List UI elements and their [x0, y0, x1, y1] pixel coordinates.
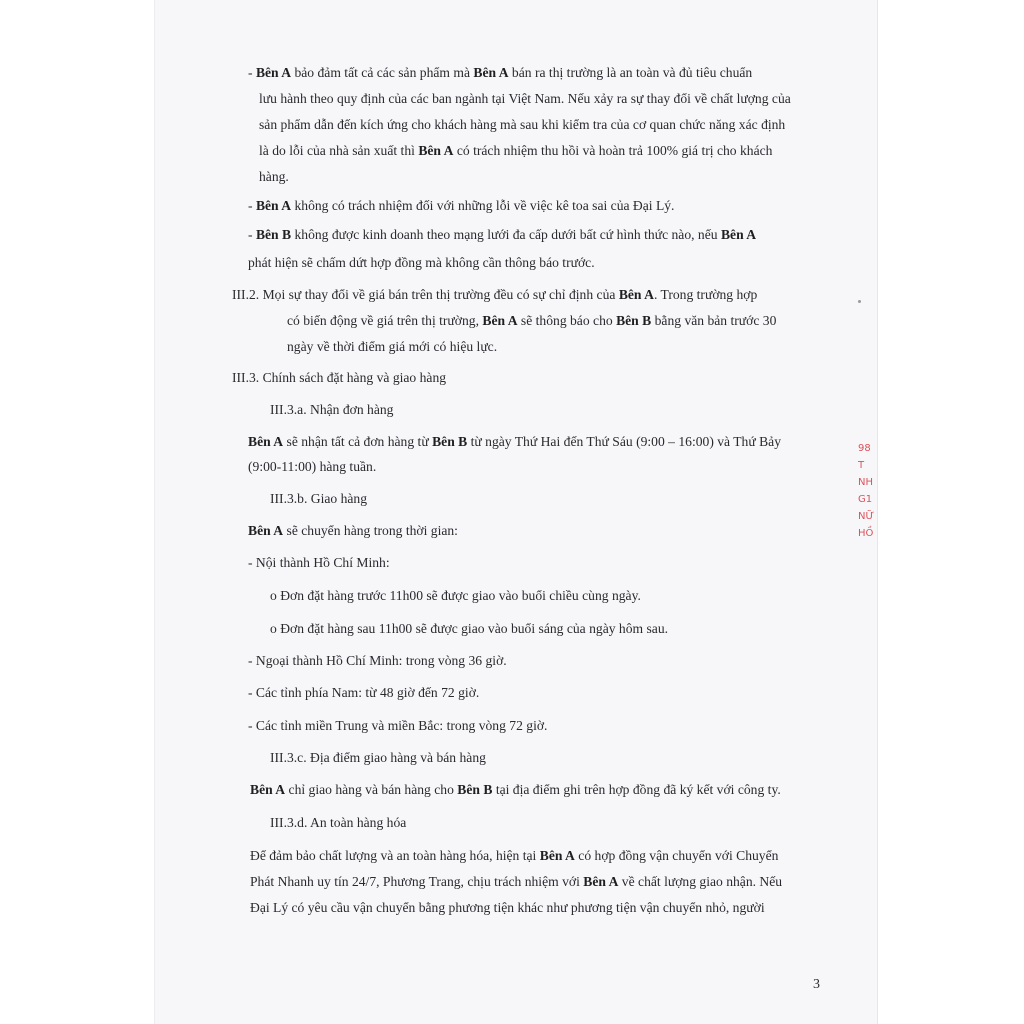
party-name: Bên A [255, 65, 292, 80]
text-run: III.3.a. Nhận đơn hàng [270, 402, 394, 417]
text-run: III.2. Mọi sự thay đổi về giá bán trên thị trường đều có sự chỉ định của [232, 287, 619, 302]
text-run: Đại Lý có yêu cầu vận chuyển bằng phương tiện khác như phương tiện vận chuyển nhỏ, người [250, 900, 765, 915]
text-line [270, 397, 393, 423]
text-run: (9:00-11:00) hàng tuần. [248, 459, 377, 474]
text-run: - Các tỉnh miền Trung và miền Bắc: trong vòng 72 giờ. [248, 718, 548, 733]
text-run: có trách nhiệm thu hồi và hoàn trả 100% giá trị cho khách [453, 143, 773, 158]
stamp-text: T [858, 460, 865, 471]
text-line [248, 250, 595, 276]
party-name: Bên B [255, 227, 292, 242]
text-line [259, 112, 785, 138]
text-line [250, 895, 765, 921]
text-line [248, 518, 458, 544]
party-name: Bên B [432, 434, 468, 449]
text-line [248, 680, 479, 706]
party-name: Bên A [583, 874, 619, 889]
text-run: là do lỗi của nhà sản xuất thì [259, 143, 419, 158]
text-run: phát hiện sẽ chấm dứt hợp đồng mà không cần thông báo trước. [248, 255, 595, 270]
text-run: sẽ thông báo cho [517, 313, 617, 328]
red-stamp-fragment [858, 440, 884, 570]
stamp-text: NH [858, 477, 873, 488]
text-line [270, 616, 668, 642]
text-line [232, 365, 446, 391]
party-name: Bên B [457, 782, 493, 797]
stamp-text: NỮ [858, 511, 875, 522]
stamp-text: 98 [858, 443, 871, 454]
text-line [248, 193, 674, 219]
text-line [270, 810, 406, 836]
text-run: III.3.c. Địa điểm giao hàng và bán hàng [270, 750, 486, 765]
party-name: Bên A [618, 287, 654, 302]
text-line [270, 583, 641, 609]
party-name: Bên A [720, 227, 757, 242]
text-run: III.3.d. An toàn hàng hóa [270, 815, 407, 830]
text-line [248, 60, 752, 86]
text-line [248, 713, 547, 739]
stamp-text: HỒ [858, 528, 874, 539]
text-line [248, 648, 507, 674]
text-run: bán ra thị trường là an toàn và đủ tiêu chuẩn [508, 65, 753, 80]
text-run: bằng văn bản trước 30 [651, 313, 777, 328]
text-run: có biến động về giá trên thị trường, [287, 313, 483, 328]
text-line [259, 164, 289, 190]
text-run: tại địa điểm ghi trên hợp đồng đã ký kết với công ty. [492, 782, 781, 797]
text-run: có hợp đồng vận chuyển với Chuyển [574, 848, 779, 863]
text-line [248, 454, 376, 480]
text-run: về chất lượng giao nhận. Nếu [618, 874, 783, 889]
party-name: Bên A [473, 65, 509, 80]
page-number: 3 [813, 977, 820, 992]
text-run: Để đảm bảo chất lượng và an toàn hàng hóa, hiện tại [250, 848, 540, 863]
party-name: Bên B [616, 313, 652, 328]
party-name: Bên A [248, 434, 284, 449]
text-line [232, 282, 757, 308]
text-run: - [248, 65, 256, 80]
text-run: hàng. [259, 169, 289, 184]
text-run: o Đơn đặt hàng trước 11h00 sẽ được giao vào buổi chiều cùng ngày. [270, 588, 641, 603]
party-name: Bên A [248, 523, 284, 538]
text-run: không được kinh doanh theo mạng lưới đa cấp dưới bất cứ hình thức nào, nếu [291, 227, 721, 242]
text-line [287, 334, 497, 360]
text-run: ngày về thời điểm giá mới có hiệu lực. [287, 339, 498, 354]
text-run: . Trong trường hợp [653, 287, 758, 302]
speck-mark [858, 300, 861, 303]
text-run: - Ngoại thành Hồ Chí Minh: trong vòng 36 giờ. [248, 653, 507, 668]
text-run: o Đơn đặt hàng sau 11h00 sẽ được giao vào buổi sáng của ngày hôm sau. [270, 621, 669, 636]
party-name: Bên A [418, 143, 454, 158]
text-run: - [248, 198, 256, 213]
text-run: bảo đảm tất cả các sản phẩm mà [291, 65, 474, 80]
text-line [287, 308, 776, 334]
party-name: Bên A [482, 313, 518, 328]
text-line [270, 745, 486, 771]
party-name: Bên A [539, 848, 575, 863]
text-line [250, 843, 778, 869]
text-run: III.3.b. Giao hàng [270, 491, 368, 506]
text-run: không có trách nhiệm đối với những lỗi về việc kê toa sai của Đại Lý. [291, 198, 675, 213]
text-run: sản phẩm dẫn đến kích ứng cho khách hàng mà sau khi kiểm tra của cơ quan chức năng xác định [259, 117, 786, 132]
text-run: - Nội thành Hồ Chí Minh: [248, 555, 390, 570]
text-run: - [248, 227, 256, 242]
text-run: lưu hành theo quy định của các ban ngành tại Việt Nam. Nếu xảy ra sự thay đổi về chất lượng của [259, 91, 791, 106]
text-line [248, 429, 781, 455]
text-line [248, 222, 756, 248]
text-line [270, 486, 367, 512]
text-line [250, 777, 781, 803]
text-line [259, 138, 772, 164]
text-run: từ ngày Thứ Hai đến Thứ Sáu (9:00 – 16:00) và Thứ Bảy [467, 434, 782, 449]
text-run: chỉ giao hàng và bán hàng cho [285, 782, 458, 797]
text-line [250, 869, 782, 895]
text-run: sẽ nhận tất cả đơn hàng từ [283, 434, 433, 449]
stamp-text: G1 [858, 494, 873, 505]
text-run: III.3. Chính sách đặt hàng và giao hàng [232, 370, 447, 385]
text-line [259, 86, 791, 112]
text-line [248, 550, 390, 576]
text-run: sẽ chuyển hàng trong thời gian: [283, 523, 458, 538]
party-name: Bên A [250, 782, 286, 797]
party-name: Bên A [255, 198, 292, 213]
text-run: Phát Nhanh uy tín 24/7, Phương Trang, chịu trách nhiệm với [250, 874, 584, 889]
text-run: - Các tỉnh phía Nam: từ 48 giờ đến 72 giờ. [248, 685, 480, 700]
